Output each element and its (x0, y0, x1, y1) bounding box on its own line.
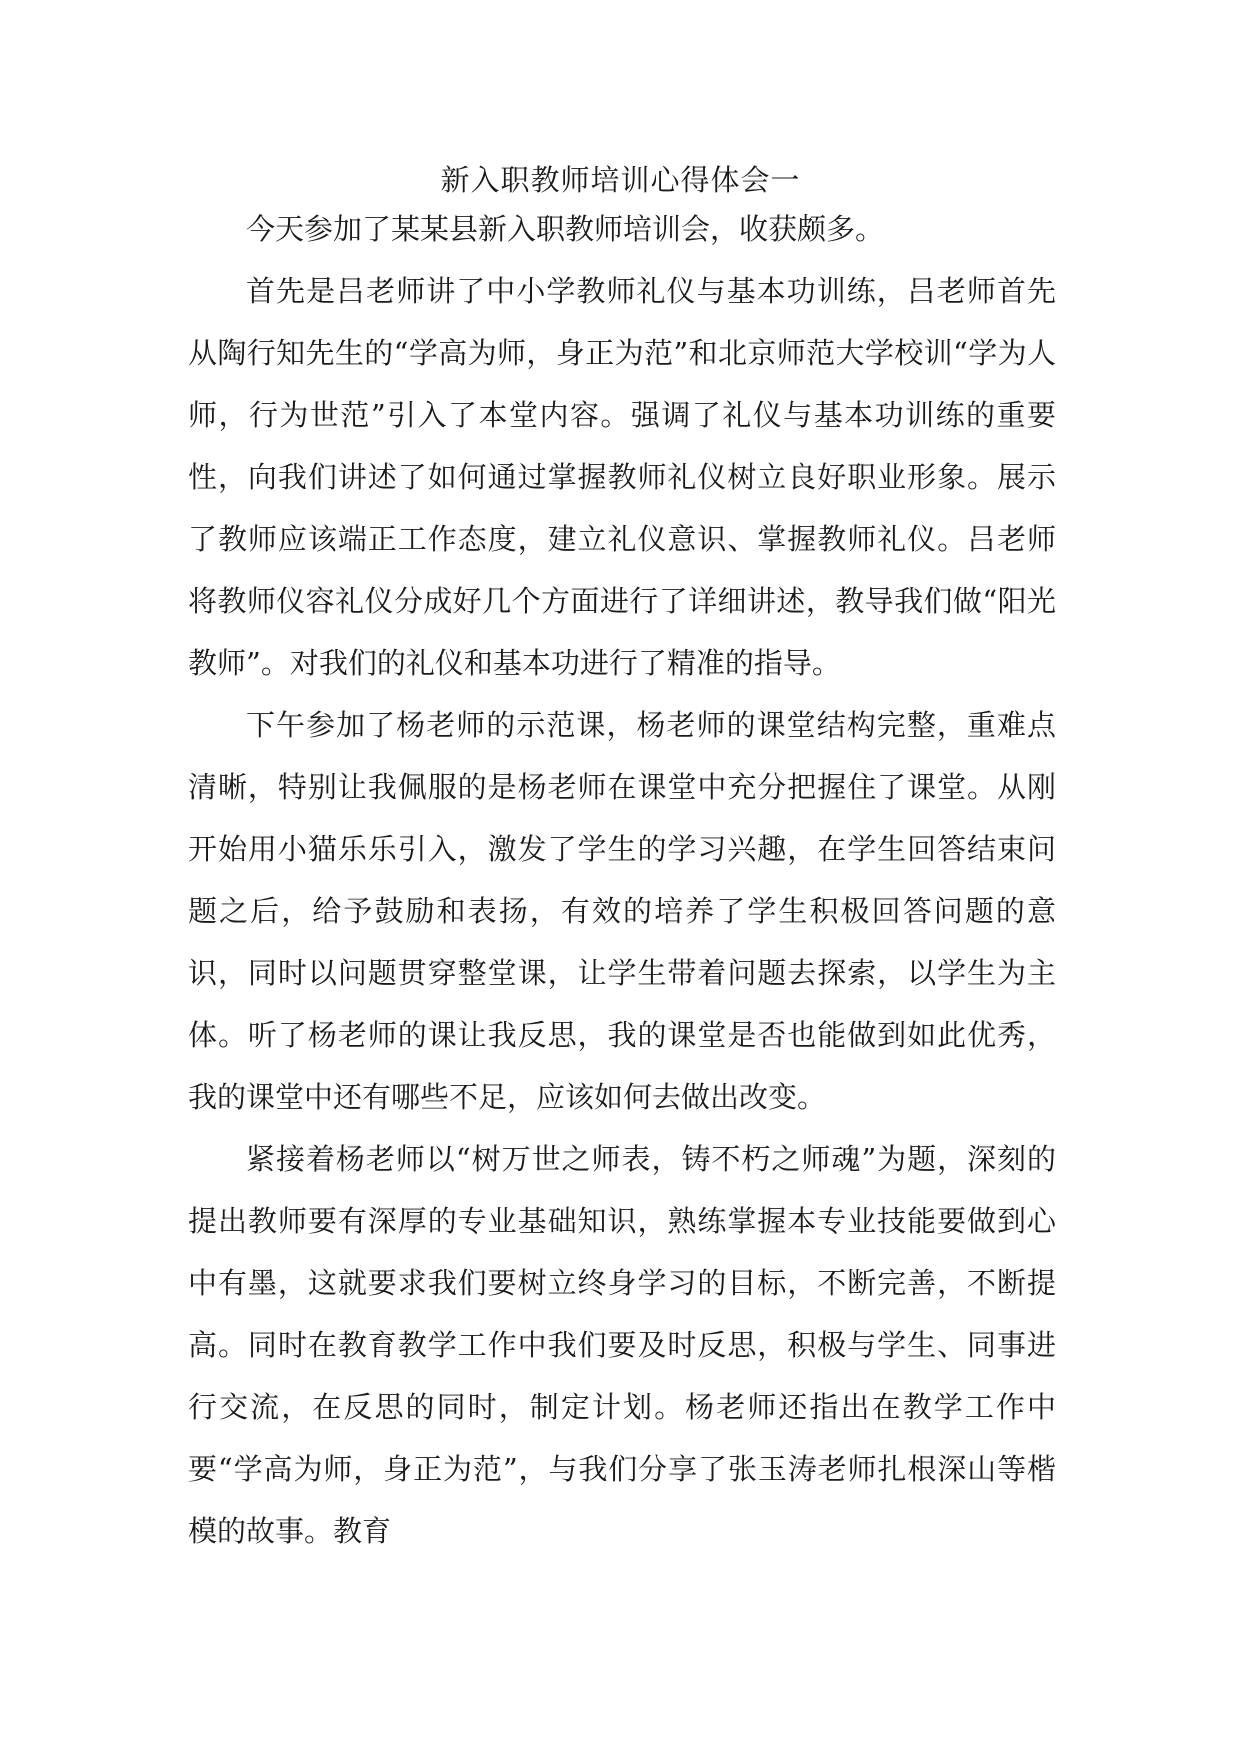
paragraph-intro: 今天参加了某某县新入职教师培训会，收获颇多。 (246, 212, 885, 246)
page-title: 新入职教师培训心得体会一 (440, 163, 801, 197)
paragraph-etiquette-training: 首先是吕老师讲了中小学教师礼仪与基本功训练，吕老师首先从陶行知先生的“学高为师，身正为范”和北京师范大学校训“学为人师，行为世范”引入了本堂内容。强调了礼仪与基本功训练的重要性，向我们讲述了如何通过掌握教师礼仪树立良好职业形象。展示了教师应该端正工作态度，建立礼仪意识、掌握教师礼仪。吕老师将教师仪容礼仪分成好几个方面进行了详细讲述，教导我们做“阳光教师”。对我们的礼仪和基本功进行了精准的指导。 (188, 274, 1056, 680)
paragraph-demo-lesson: 下午参加了杨老师的示范课，杨老师的课堂结构完整，重难点清晰，特别让我佩服的是杨老师在课堂中充分把握住了课堂。从刚开始用小猫乐乐引入，激发了学生的学习兴趣，在学生回答结束问题之后，给予鼓励和表扬，有效的培养了学生积极回答问题的意识，同时以问题贯穿整堂课，让学生带着问题去探索，以学生为主体。听了杨老师的课让我反思，我的课堂是否也能做到如此优秀，我的课堂中还有哪些不足，应该如何去做出改变。 (188, 708, 1056, 1114)
paragraph-teacher-spirit: 紧接着杨老师以“树万世之师表，铸不朽之师魂”为题，深刻的提出教师要有深厚的专业基础知识，熟练掌握本专业技能要做到心中有墨，这就要求我们要树立终身学习的目标，不断完善，不断提高。同时在教育教学工作中我们要及时反思，积极与学生、同事进行交流，在反思的同时，制定计划。杨老师还指出在教学工作中要“学高为师，身正为范”，与我们分享了张玉涛老师扎根深山等楷模的故事。教育 (188, 1142, 1056, 1548)
document-body (188, 198, 1056, 1562)
